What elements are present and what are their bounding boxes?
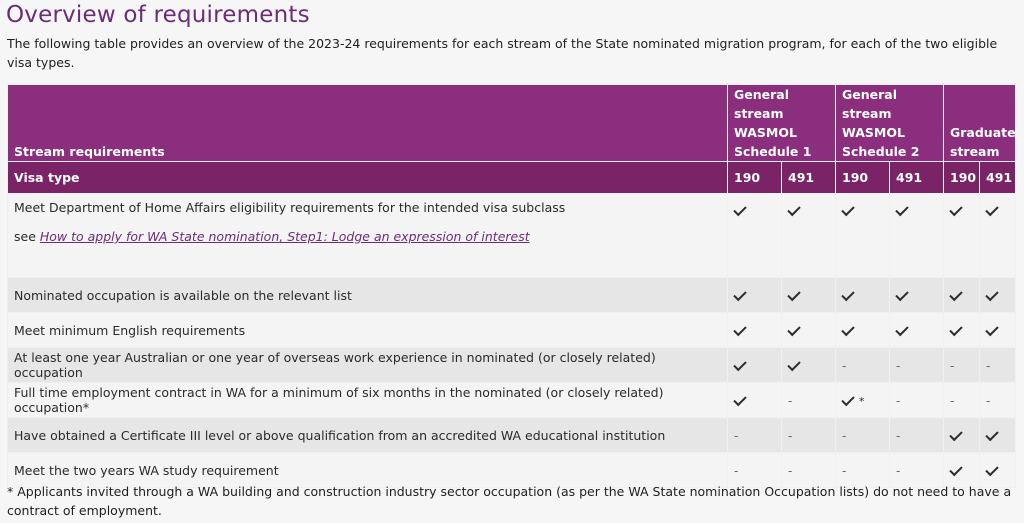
requirement-text: Nominated occupation is available on the relevant list [8,278,728,313]
check-icon [733,202,746,215]
table-row [8,383,1016,418]
check-icon-cell [944,278,980,313]
dash-marker: - [734,463,739,478]
check-icon [787,358,800,371]
check-icon [895,323,908,336]
check-icon [985,202,998,215]
table-row [8,418,1016,453]
check-icon [733,393,746,406]
check-icon-cell [890,194,944,278]
check-icon-cell [980,278,1016,313]
check-icon [949,428,962,441]
check-icon [733,358,746,371]
check-icon [787,323,800,336]
check-icon [733,288,746,301]
header-row [8,85,1016,162]
requirement-text: Meet Department of Home Affairs eligibility requirements for the intended visa subclass see How to apply for WA State nomination, Step1: Lodge an expression of interest [8,194,728,278]
check-icon-cell [980,418,1016,453]
dash-marker: - [896,428,901,443]
page-title: Overview of requirements [6,2,310,28]
dash-cell [836,348,890,383]
dash-cell [944,348,980,383]
check-icon [841,323,854,336]
graduate-stream-header: Graduate stream [944,85,1016,162]
stream-requirements-header: Stream requirements [8,85,728,162]
dash-marker: - [986,393,991,408]
check-icon-cell [836,278,890,313]
check-icon-cell [980,194,1016,278]
footnote: * Applicants invited through a WA building and construction industry sector occupation (as per the WA State nomination Occupation lists) do not need to have a contract of employment. [7,484,1012,518]
dash-marker: - [734,428,739,443]
visa-code: 190 [728,162,782,194]
dash-cell [944,383,980,418]
check-icon-cell [944,194,980,278]
table-row [8,348,1016,383]
requirement-text: Have obtained a Certificate III level or above qualification from an accredited WA educational institution [8,418,728,453]
check-icon-cell [728,348,782,383]
visa-code: 491 [980,162,1016,194]
asterisk-marker: * [859,394,865,408]
dash-cell [980,383,1016,418]
requirement-text: At least one year Australian or one year of overseas work experience in nominated (or closely related) occupation [8,348,728,383]
general-schedule2-header: General stream WASMOL Schedule 2 [836,85,944,162]
check-icon-cell [728,278,782,313]
visa-code: 491 [890,162,944,194]
requirements-table [7,84,1016,488]
dash-marker: - [896,393,901,408]
dash-marker: - [950,358,955,373]
check-icon [985,428,998,441]
dash-cell [782,418,836,453]
dash-marker: - [896,358,901,373]
check-icon [949,323,962,336]
check-icon-cell [836,194,890,278]
check-icon [895,202,908,215]
check-icon [985,463,998,476]
check-icon-cell [836,313,890,348]
check-icon [787,288,800,301]
dash-marker: - [896,463,901,478]
table-row [8,313,1016,348]
check-icon [985,323,998,336]
visa-code: 491 [782,162,836,194]
check-icon [733,323,746,336]
general-schedule1-header: General stream WASMOL Schedule 1 [728,85,836,162]
dash-cell [836,418,890,453]
dash-cell [890,383,944,418]
dash-marker: - [788,393,793,408]
visa-type-label: Visa type [8,162,728,194]
requirement-text: Full time employment contract in WA for a minimum of six months in the nominated (or closely related) occupation* [8,383,728,418]
check-icon-cell [728,194,782,278]
check-icon [841,202,854,215]
check-icon-cell [980,313,1016,348]
check-icon-cell [728,383,782,418]
check-icon [949,463,962,476]
requirement-text: Meet the two years WA study requirement [8,453,728,488]
dash-cell [890,418,944,453]
check-icon [841,288,854,301]
check-icon-cell [890,278,944,313]
check-icon [787,202,800,215]
check-icon [949,288,962,301]
check-icon [841,393,854,406]
check-icon [985,288,998,301]
dash-cell [980,348,1016,383]
dash-cell [728,418,782,453]
check-icon-cell [782,348,836,383]
check-icon-cell [782,313,836,348]
check-icon [895,288,908,301]
check-icon [949,202,962,215]
dash-marker: - [842,428,847,443]
visa-code: 190 [836,162,890,194]
visa-type-row [8,162,1016,194]
check-icon-cell [944,418,980,453]
requirement-text: Meet minimum English requirements [8,313,728,348]
dash-marker: - [788,463,793,478]
dash-marker: - [986,358,991,373]
table-row [8,278,1016,313]
dash-marker: - [842,463,847,478]
check-icon-cell [944,313,980,348]
dash-cell [890,348,944,383]
check-icon-cell [782,278,836,313]
check-icon-cell [890,313,944,348]
dash-marker: - [788,428,793,443]
dash-marker: - [842,358,847,373]
check-icon-cell [782,194,836,278]
intro-paragraph: The following table provides an overview of the 2023-24 requirements for each stream of the State nominated migration program, for each of the two eligible visa types. [7,36,998,70]
check-icon-cell [836,383,890,418]
dash-marker: - [950,393,955,408]
how-to-apply-link[interactable]: How to apply for WA State nomination [39,229,280,244]
check-icon-cell [728,313,782,348]
dash-cell [782,383,836,418]
visa-code: 190 [944,162,980,194]
table-row [8,194,1016,278]
